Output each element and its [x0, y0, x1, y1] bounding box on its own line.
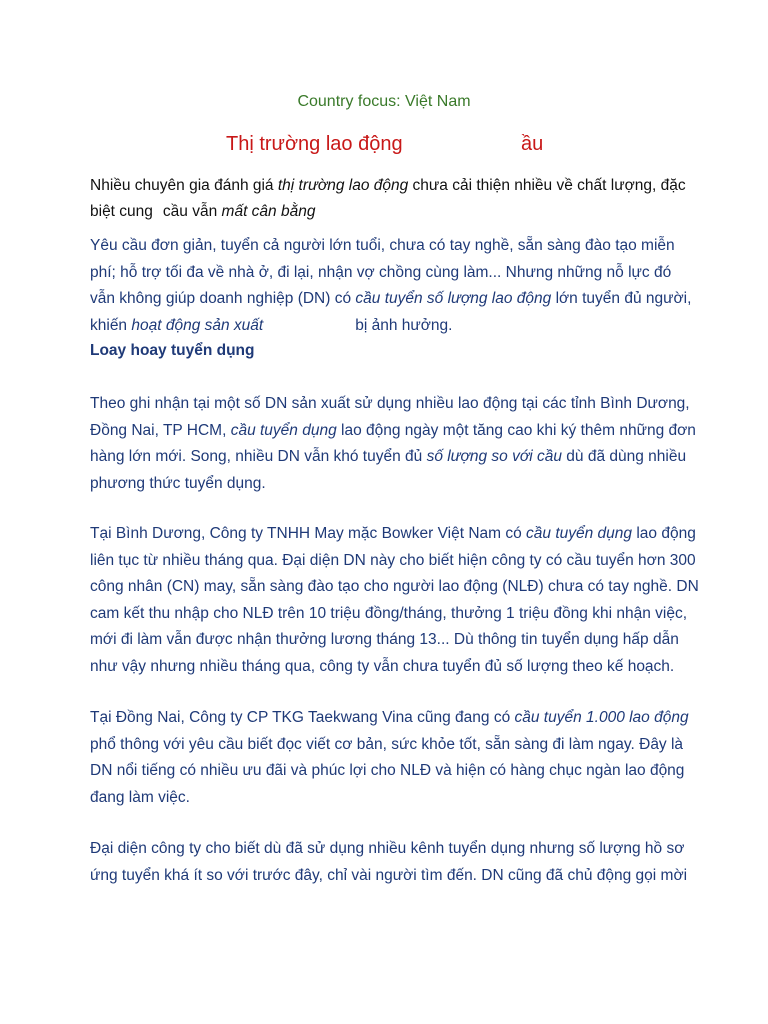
paragraph-line: Yêu cầu đơn giản, tuyển cả người lớn tuổi, chưa có tay nghề, sẵn sàng đào tạo miễn — [90, 237, 675, 254]
text-run: Đồng Nai, TP HCM, — [90, 421, 231, 439]
paragraph-4 — [90, 705, 690, 811]
paragraph-line: DN nổi tiếng có nhiều ưu đãi và phúc lợi cho NLĐ và hiện có hàng chục ngàn lao động — [90, 762, 685, 779]
text-run: lao động ngày một tăng cao khi ký thêm những đơn — [336, 421, 696, 439]
paragraph-line — [90, 444, 690, 471]
paragraph-line — [90, 705, 690, 732]
paragraph-line: Đại diện công ty cho biết dù đã sử dụng nhiều kênh tuyển dụng nhưng số lượng hồ sơ — [90, 840, 685, 857]
text-run: hàng lớn mới. Song, nhiều DN vẫn khó tuyển đủ — [90, 448, 427, 465]
text-run: lao động — [632, 525, 696, 542]
title-part-2: ầu — [521, 133, 544, 155]
paragraph-5 — [90, 836, 690, 889]
text-run: chưa cải thiện nhiều về chất lượng, đặc — [408, 177, 686, 194]
title-part-1: Thị trường lao động — [226, 133, 403, 155]
paragraph-line — [90, 521, 696, 548]
text-run: dù đã dùng nhiều — [561, 448, 687, 465]
paragraph-intro — [90, 233, 690, 339]
paragraph-line: ứng tuyển khá ít so với trước đây, chỉ vài người tìm đến. DN cũng đã chủ động gọi mời — [90, 866, 688, 884]
paragraph-line: phổ thông với yêu cầu biết đọc viết cơ bản, sức khỏe tốt, sẵn sàng đi làm ngay. Đây là — [90, 735, 684, 753]
text-run-italic: cầu tuyển dụng — [526, 525, 633, 542]
country-focus-label: Country focus: Việt Nam — [297, 93, 471, 110]
paragraph-line: liên tục từ nhiều tháng qua. Đại diện DN này cho biết hiện công ty có cầu tuyển hơn 300 — [90, 551, 696, 569]
lead-line — [90, 173, 690, 199]
paragraph-line — [90, 286, 690, 313]
text-run: cầu vẫn — [162, 203, 222, 220]
paragraph-line: phí; hỗ trợ tối đa về nhà ở, đi lại, nhận vợ chồng cùng làm... Nhưng những nỗ lực đó — [90, 263, 672, 281]
text-run: Nhiều chuyên gia đánh giá — [90, 177, 278, 194]
paragraph-line: phương thức tuyển dụng. — [90, 474, 266, 492]
paragraph-line: đang làm việc. — [90, 788, 190, 806]
text-run: bị ảnh hưởng. — [355, 316, 453, 334]
lead-paragraph — [90, 173, 690, 225]
text-run-italic: hoạt động sản xuất — [131, 316, 264, 334]
paragraph-3 — [90, 521, 699, 680]
paragraph-line: mới đi làm vẫn được nhận thưởng lương tháng 13... Dù thông tin tuyển dụng hấp dẫn — [90, 631, 679, 648]
text-run-italic: cầu tuyển dụng — [230, 421, 337, 439]
article-title — [0, 133, 768, 159]
paragraph-line — [90, 313, 690, 340]
lead-line — [90, 199, 690, 225]
text-run-italic: cầu tuyển 1.000 lao động — [514, 709, 689, 726]
text-run: biệt cung — [90, 203, 153, 220]
paragraph-2 — [90, 391, 696, 497]
text-run: lớn tuyển đủ người, — [551, 290, 692, 307]
text-run: khiến — [90, 316, 132, 334]
text-run: Tại Bình Dương, Công ty TNHH May mặc Bowker Việt Nam có — [90, 525, 527, 542]
paragraph-line: Theo ghi nhận tại một số DN sản xuất sử dụng nhiều lao động tại các tỉnh Bình Dương, — [90, 395, 690, 412]
text-run-italic: cầu tuyển số lượng lao động — [355, 290, 552, 307]
paragraph-line: như vậy nhưng nhiều tháng qua, công ty vẫn chưa tuyển đủ số lượng theo kế hoạch. — [90, 657, 675, 675]
paragraph-line — [90, 418, 696, 445]
text-run: vẫn không giúp doanh nghiệp (DN) có — [90, 290, 356, 307]
paragraph-line: công nhân (CN) may, sẵn sàng đào tạo cho người lao động (NLĐ) chưa có tay nghề. DN — [90, 578, 699, 595]
text-run: Tại Đồng Nai, Công ty CP TKG Taekwang Vina cũng đang có — [90, 709, 515, 726]
text-run-italic: thị trường lao động — [277, 177, 409, 194]
paragraph-line: cam kết thu nhập cho NLĐ trên 10 triệu đồng/tháng, thưởng 1 triệu đồng khi nhận việc, — [90, 604, 687, 622]
text-run-italic: mất cân bằng — [221, 203, 316, 220]
text-run-italic: số lượng so với cầu — [426, 448, 562, 465]
section-heading: Loay hoay tuyển dụng — [90, 342, 255, 359]
